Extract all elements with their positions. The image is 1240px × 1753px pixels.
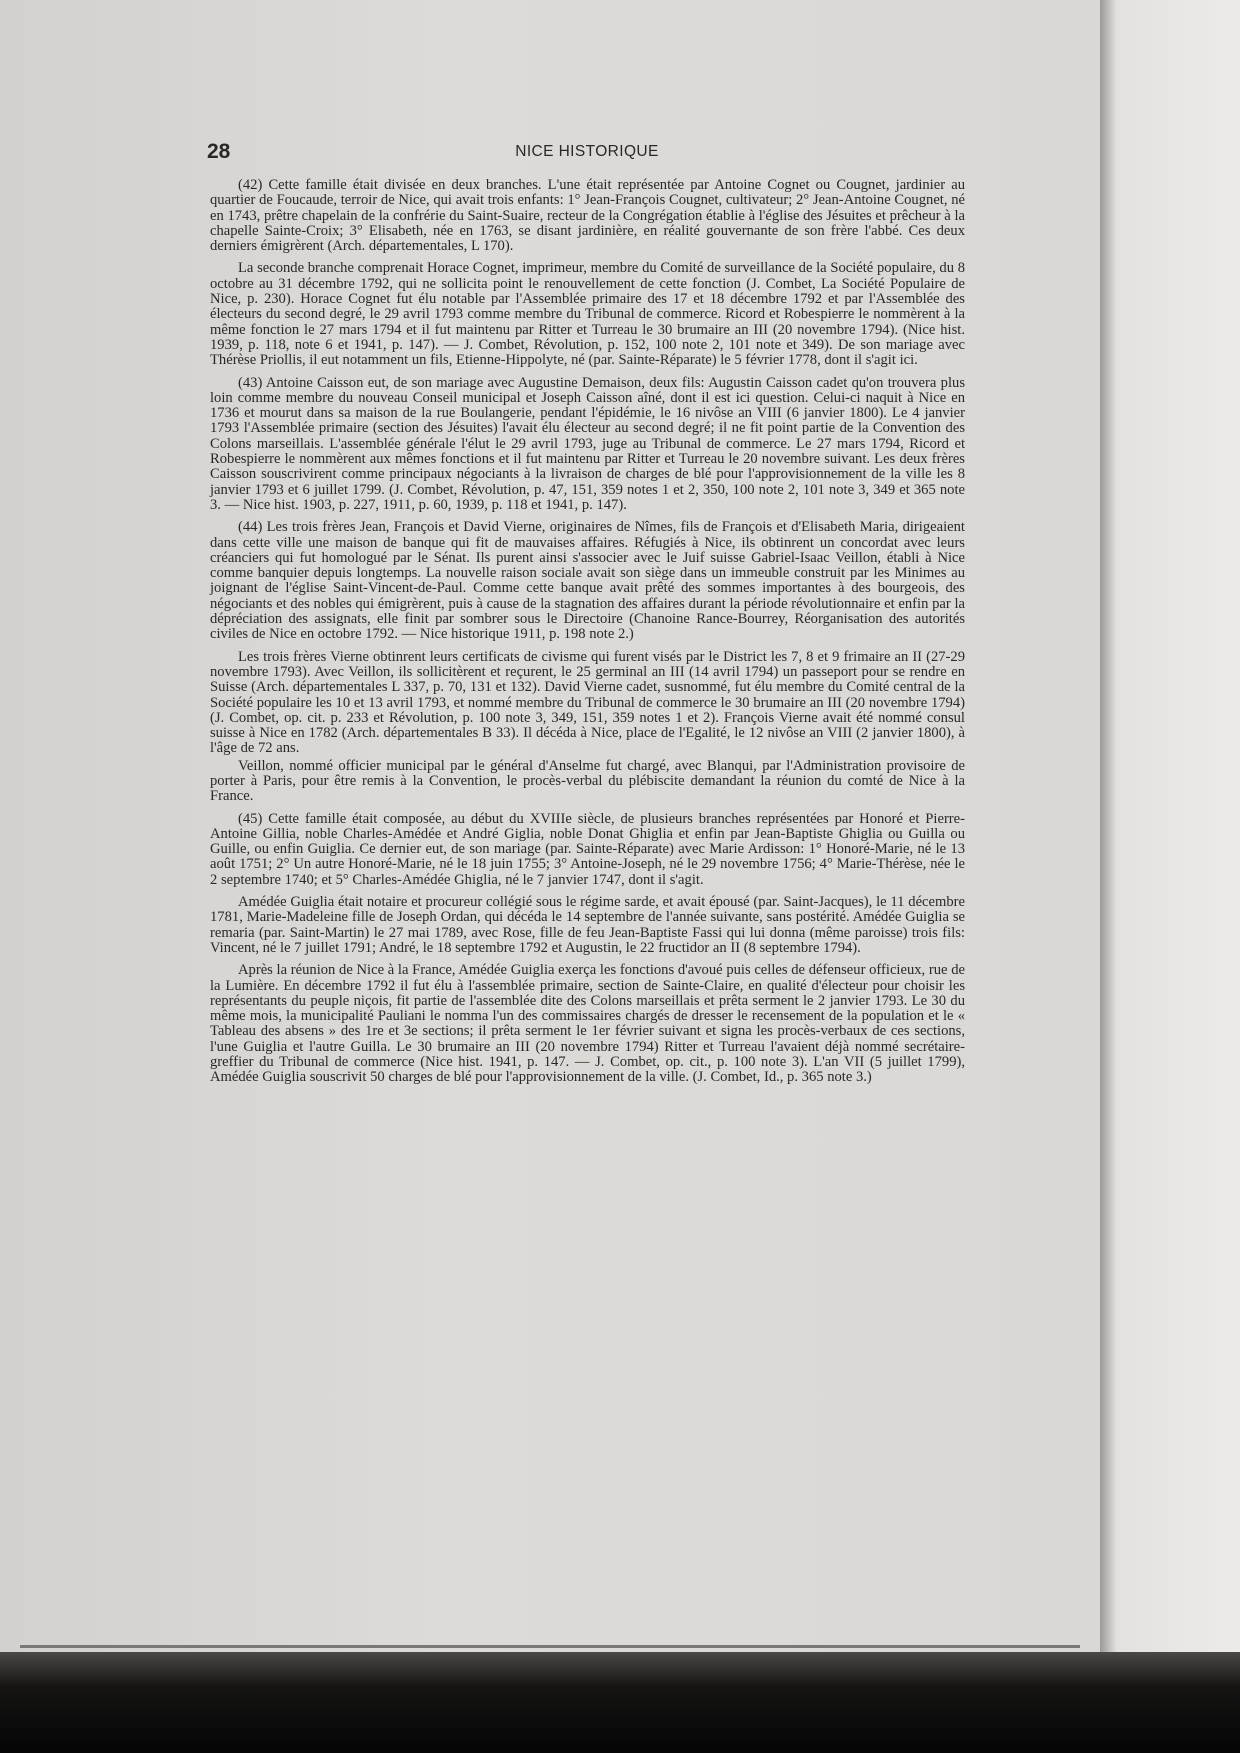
scan-bottom-dark-band (0, 1652, 1240, 1753)
note-45-paragraph-2: Amédée Guiglia était notaire et procureur collégié sous le régime sarde, et avait épousé (par. Saint-Jacques), le 11 décembre 1781, Marie-Madeleine fille de Joseph Ordan, qui décéda le 14 septembre de l'année suivante, sans postérité. Amédée Guiglia se remaria (par. Saint-Martin) le 27 mai 1789, avec Rose, fille de feu Jean-Baptiste Fassi qui lui donna (même paroisse) trois fils: Vincent, né le 7 juillet 1791; André, le 18 septembre 1792 et Augustin, le 22 fructidor an II (8 septembre 1794). (210, 894, 965, 956)
notes-body (210, 178, 965, 1093)
note-44-paragraph-2: Les trois frères Vierne obtinrent leurs certificats de civisme qui furent visés par le District les 7, 8 et 9 frimaire an II (27-29 novembre 1793). Avec Veillon, ils sollicitèrent et reçurent, le 25 germinal an III (14 avril 1794) un passeport pour se rendre en Suisse (Arch. départementales L 337, p. 70, 131 et 132). David Vierne cadet, susnommé, fut élu membre du Comité central de la Société populaire les 10 et 13 avril 1793, et nommé membre du Tribunal de commerce le 30 brumaire an III (20 novembre 1794) (J. Combet, op. cit. p. 233 et Révolution, p. 100 note 3, 349, 151, 359 notes 1 et 2). François Vierne avait été nommé consul suisse à Nice en 1782 (Arch. départementales B 33). Il décéda à Nice, place de l'Egalité, le 12 nivôse an VIII (2 janvier 1800), à l'âge de 72 ans. (210, 648, 965, 757)
running-title: NICE HISTORIQUE (515, 143, 659, 160)
note-45-paragraph-1: (45) Cette famille était composée, au début du XVIIIe siècle, de plusieurs branches représentées par Honoré et Pierre-Antoine Gillia, noble Charles-Amédée et André Giglia, noble Donat Ghiglia et enfin par Jean-Baptiste Ghiglia ou Guilla ou Guille, ou enfin Guiglia. Ce dernier eut, de son mariage (par. Sainte-Réparate) avec Marie Ardisson: 1° Honoré-Marie, né le 13 août 1751; 2° Un autre Honoré-Marie, né le 18 juin 1755; 3° Antoine-Joseph, né le 29 novembre 1756; 4° Marie-Thérèse, née le 2 septembre 1740; et 5° Charles-Amédée Ghiglia, né le 7 janvier 1747, dont il s'agit. (210, 810, 965, 888)
note-45-paragraph-3: Après la réunion de Nice à la France, Amédée Guiglia exerça les fonctions d'avoué puis celles de défenseur officieux, rue de la Lumière. En décembre 1792 il fut élu à l'assemblée primaire, section de Sainte-Claire, en qualité d'électeur pour choisir les représentants du peuple niçois, fit partie de l'assemblée dite des Colons marseillais et prêta serment le 2 janvier 1793. Le 30 du même mois, la municipalité Pauliani le nomma l'un des commissaires chargés de dresser le recensement de la population et le « Tableau des absens » des 1re et 3e sections; il prêta serment le 1er février suivant et signa les procès-verbaux de ces sections, l'une Guiglia et l'autre Guilla. Le 30 brumaire an III (20 novembre 1794) Ritter et Turreau l'avaient déjà nommé secrétaire-greffier du Tribunal de commerce (Nice hist. 1941, p. 147. — J. Combet, op. cit., p. 100 note 3). L'an VII (5 juillet 1799), Amédée Guiglia souscrivit 50 charges de blé pour l'approvisionnement de la ville. (J. Combet, Id., p. 365 note 3.) (210, 962, 965, 1086)
note-43-paragraph-1: (43) Antoine Caisson eut, de son mariage avec Augustine Demaison, deux fils: Augustin Caisson cadet qu'on trouvera plus loin comme membre du nouveau Conseil municipal et Joseph Caisson aîné, dont il est ici question. Celui-ci naquit à Nice en 1736 et mourut dans sa maison de la rue Boulangerie, pendant l'épidémie, le 16 nivôse an VIII (6 janvier 1800). Le 4 janvier 1793 l'Assemblée primaire (section des Jésuites) l'avait élu électeur au second degré; il ne fit point partie de la Convention des Colons marseillais. L'assemblée générale l'élut le 29 avril 1793, juge au Tribunal de commerce. Le 27 mars 1794, Ricord et Robespierre le nommèrent aux mêmes fonctions et il fut maintenu par Ritter et Turreau le 20 novembre suivant. Les deux frères Caisson souscrivirent comme principaux négociants à la livraison de charges de blé pour l'approvisionnement de la ville les 8 janvier 1793 et 6 juillet 1799. (J. Combet, Révolution, p. 47, 151, 359 notes 1 et 2, 350, 100 note 2, 101 note 3, 349 et 365 note 3. — Nice hist. 1903, p. 227, 1911, p. 60, 1939, p. 118 et 1941, p. 147). (210, 374, 965, 513)
page-number: 28 (207, 140, 231, 163)
note-42-paragraph-2: La seconde branche comprenait Horace Cognet, imprimeur, membre du Comité de surveillance de la Société populaire, du 8 octobre au 31 décembre 1792, qui ne sollicita point le renouvellement de cette fonction (J. Combet, La Société Populaire de Nice, p. 230). Horace Cognet fut élu notable par l'Assemblée primaire des 17 et 18 décembre 1792 et par l'Assemblée des électeurs du second degré, le 29 avril 1793 comme membre du Tribunal de commerce. Ricord et Robespierre le nommèrent à la même fonction le 27 mars 1794 et il fut maintenu par Ritter et Turreau le 30 brumaire an III (20 novembre 1794). (Nice hist. 1939, p. 118, note 6 et 1941, p. 147). — J. Combet, Révolution, p. 152, 100 note 2, 101 note et 349). De son mariage avec Thérèse Priollis, il eut notamment un fils, Etienne-Hippolyte, né (par. Sainte-Réparate) le 5 février 1778, dont il s'agit ici. (210, 260, 965, 369)
page-header (207, 140, 967, 164)
note-44-paragraph-1: (44) Les trois frères Jean, François et David Vierne, originaires de Nîmes, fils de François et d'Elisabeth Maria, dirigeaient dans cette ville une maison de banque qui fit de mauvaises affaires. Réfugiés à Nice, ils obtinrent un concordat avec leurs créanciers qui fut homologué par le Sénat. Ils purent ainsi s'associer avec le Juif suisse Gabriel-Isaac Veillon, établi à Nice comme banquier depuis longtemps. La nouvelle raison sociale avait son siège dans un immeuble construit par les Minimes au joignant de l'église Saint-Vincent-de-Paul. Comme cette banque avait prêté des sommes importantes à des bourgeois, des négociants et des nobles qui émigrèrent, puis à cause de la stagnation des affaires durant la période révolutionnaire et enfin par la dépréciation des assignats, elle finit par sombrer sous le Directoire (Chanoine Rance-Bourrey, Réorganisation des autorités civiles de Nice en octobre 1792. — Nice historique 1911, p. 198 note 2.) (210, 519, 965, 643)
page-bottom-rule (20, 1645, 1080, 1648)
page-edge-shadow (1100, 0, 1240, 1753)
note-44-paragraph-3: Veillon, nommé officier municipal par le général d'Anselme fut chargé, avec Blanqui, par l'Administration provisoire de porter à Paris, pour être remis à la Convention, le procès-verbal du plébiscite demandant la réunion du comté de Nice à la France. (210, 757, 965, 805)
note-42-paragraph-1: (42) Cette famille était divisée en deux branches. L'une était représentée par Antoine Cognet ou Cougnet, jardinier au quartier de Foucaude, terroir de Nice, qui avait trois enfants: 1° Jean-François Cougnet, cultivateur; 2° Jean-Antoine Cougnet, né en 1743, prêtre chapelain de la confrérie du Saint-Suaire, recteur de la Congrégation établie à l'église des Jésuites et prêcheur à la chapelle Sainte-Croix; 3° Elisabeth, née en 1763, se disant jardinière, en réalité gouvernante de son frère l'abbé. Ces deux derniers émigrèrent (Arch. départementales, L 170). (210, 177, 965, 255)
